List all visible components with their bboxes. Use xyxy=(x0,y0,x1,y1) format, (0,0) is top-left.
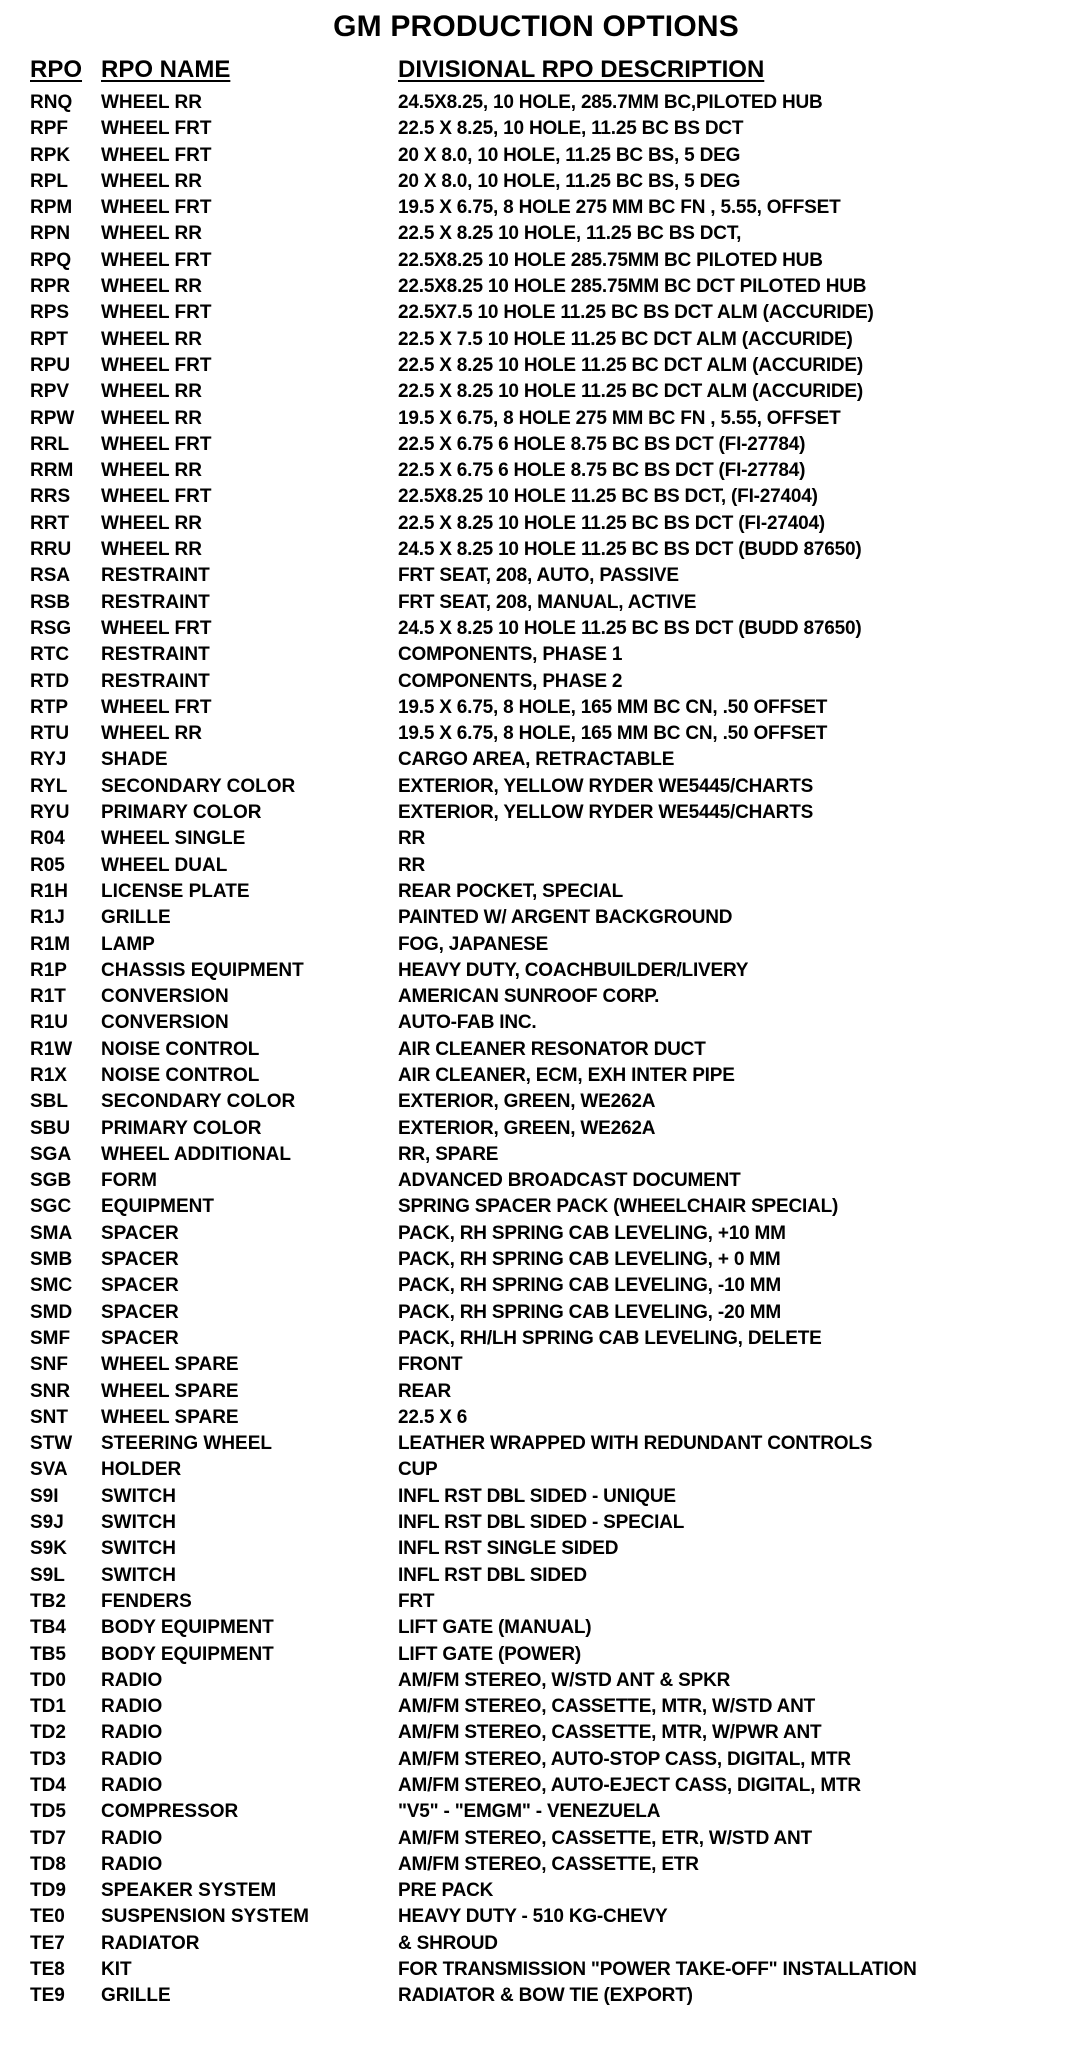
rpo-description: AIR CLEANER, ECM, EXH INTER PIPE xyxy=(398,1064,735,1086)
rpo-name: RADIO xyxy=(101,1775,163,1796)
rpo-code: RYL xyxy=(30,775,68,797)
rpo-code: TE9 xyxy=(30,1985,65,2007)
rpo-code: RPF xyxy=(30,118,68,140)
table-row xyxy=(0,116,1072,142)
table-row xyxy=(0,169,1072,195)
rpo-description: 22.5 X 7.5 10 HOLE 11.25 BC DCT ALM (ACCURIDE) xyxy=(398,328,853,350)
rpo-code: SMB xyxy=(30,1249,73,1271)
rpo-description: FRT SEAT, 208, AUTO, PASSIVE xyxy=(398,565,679,587)
rpo-name: SPACER xyxy=(101,1327,179,1349)
table-row xyxy=(0,1063,1072,1089)
rpo-description: 22.5 X 6.75 6 HOLE 8.75 BC BS DCT (FI-27784) xyxy=(398,460,806,482)
table-row xyxy=(0,1747,1072,1773)
rpo-description: INFL RST DBL SIDED - UNIQUE xyxy=(398,1485,676,1507)
rpo-description: FOG, JAPANESE xyxy=(398,933,549,955)
rpo-name: SWITCH xyxy=(101,1512,176,1534)
table-row xyxy=(0,1300,1072,1326)
rpo-description: REAR POCKET, SPECIAL xyxy=(398,880,624,902)
rpo-name: RESTRAINT xyxy=(101,565,210,587)
rpo-code: RSG xyxy=(30,617,72,639)
rpo-description: 22.5 X 8.25 10 HOLE 11.25 BC DCT ALM (ACCURIDE) xyxy=(398,381,864,403)
rpo-name: SPACER xyxy=(101,1275,179,1297)
rpo-description: 22.5X7.5 10 HOLE 11.25 BC BS DCT ALM (ACCURIDE) xyxy=(398,302,874,324)
table-row xyxy=(0,721,1072,747)
table-row xyxy=(0,642,1072,668)
table-row xyxy=(0,221,1072,247)
table-row xyxy=(0,1273,1072,1299)
rpo-name: GRILLE xyxy=(101,907,171,929)
rpo-description: 22.5X8.25 10 HOLE 285.75MM BC PILOTED HUB xyxy=(398,249,823,271)
rpo-code: RRM xyxy=(30,460,74,482)
rpo-description: PACK, RH SPRING CAB LEVELING, +10 MM xyxy=(398,1222,786,1244)
rpo-name: RESTRAINT xyxy=(101,670,210,692)
rpo-name: SPACER xyxy=(101,1222,179,1244)
rpo-name: FENDERS xyxy=(101,1590,192,1612)
table-row xyxy=(0,1431,1072,1457)
rpo-name: WHEEL FRT xyxy=(101,144,212,166)
rpo-description: AMERICAN SUNROOF CORP. xyxy=(398,986,660,1008)
table-row xyxy=(0,1142,1072,1168)
rpo-description: 20 X 8.0, 10 HOLE, 11.25 BC BS, 5 DEG xyxy=(398,170,741,192)
rpo-code: RRT xyxy=(30,512,70,534)
rpo-description: LEATHER WRAPPED WITH REDUNDANT CONTROLS xyxy=(398,1433,873,1455)
rpo-name: WHEEL SPARE xyxy=(101,1380,239,1402)
rpo-code: R1H xyxy=(30,880,69,902)
rpo-description: CARGO AREA, RETRACTABLE xyxy=(398,749,675,771)
table-row xyxy=(0,484,1072,510)
table-row xyxy=(0,1615,1072,1641)
table-row xyxy=(0,1878,1072,1904)
table-row xyxy=(0,195,1072,221)
table-row xyxy=(0,1773,1072,1799)
table-row xyxy=(0,1720,1072,1746)
rpo-name: WHEEL RR xyxy=(101,460,202,482)
table-row xyxy=(0,1194,1072,1220)
options-table xyxy=(0,90,1072,2010)
table-row xyxy=(0,248,1072,274)
rpo-description: 22.5X8.25 10 HOLE 285.75MM BC DCT PILOTED HUB xyxy=(398,276,867,298)
table-row xyxy=(0,1668,1072,1694)
rpo-name: PRIMARY COLOR xyxy=(101,802,262,824)
rpo-description: LIFT GATE (MANUAL) xyxy=(398,1617,592,1639)
rpo-code: SGC xyxy=(30,1196,72,1218)
rpo-code: TD3 xyxy=(30,1748,66,1770)
table-row xyxy=(0,1010,1072,1036)
rpo-name: WHEEL RR xyxy=(101,223,202,245)
table-row xyxy=(0,1221,1072,1247)
table-row xyxy=(0,800,1072,826)
rpo-description: AM/FM STEREO, CASSETTE, ETR, W/STD ANT xyxy=(398,1827,812,1849)
rpo-code: R1U xyxy=(30,1012,69,1034)
rpo-code: SBU xyxy=(30,1117,71,1139)
rpo-name: WHEEL RR xyxy=(101,170,202,192)
rpo-name: RADIO xyxy=(101,1669,163,1691)
rpo-name: WHEEL FRT xyxy=(101,696,212,718)
rpo-description: HEAVY DUTY, COACHBUILDER/LIVERY xyxy=(398,959,749,981)
rpo-code: RTP xyxy=(30,696,68,718)
table-row xyxy=(0,1405,1072,1431)
table-row xyxy=(0,1931,1072,1957)
rpo-code: R05 xyxy=(30,854,65,876)
rpo-description: "V5" - "EMGM" - VENEZUELA xyxy=(398,1801,661,1823)
rpo-name: WHEEL RR xyxy=(101,92,202,113)
rpo-name: WHEEL RR xyxy=(101,539,202,561)
rpo-description: RR xyxy=(398,854,426,876)
table-row xyxy=(0,1484,1072,1510)
table-row xyxy=(0,1799,1072,1825)
rpo-name: FORM xyxy=(101,1170,157,1192)
rpo-name: WHEEL FRT xyxy=(101,249,212,271)
rpo-description: 24.5X8.25, 10 HOLE, 285.7MM BC,PILOTED HUB xyxy=(398,92,823,113)
rpo-code: S9I xyxy=(30,1485,59,1507)
rpo-name: WHEEL RR xyxy=(101,723,202,745)
rpo-code: SMA xyxy=(30,1222,73,1244)
table-row xyxy=(0,905,1072,931)
rpo-description: 22.5 X 8.25 10 HOLE, 11.25 BC BS DCT, xyxy=(398,223,742,245)
table-row xyxy=(0,932,1072,958)
rpo-code: RRL xyxy=(30,433,70,455)
rpo-code: SGA xyxy=(30,1143,72,1165)
rpo-name: SECONDARY COLOR xyxy=(101,1091,296,1113)
rpo-description: AM/FM STEREO, CASSETTE, MTR, W/STD ANT xyxy=(398,1696,816,1718)
rpo-code: RNQ xyxy=(30,92,73,113)
column-header-description: DIVISIONAL RPO DESCRIPTION xyxy=(398,56,765,83)
table-row xyxy=(0,1852,1072,1878)
rpo-code: SBL xyxy=(30,1091,68,1113)
rpo-name: RADIO xyxy=(101,1722,163,1744)
rpo-description: 19.5 X 6.75, 8 HOLE 275 MM BC FN , 5.55, OFFSET xyxy=(398,407,841,429)
table-row xyxy=(0,1563,1072,1589)
table-row xyxy=(0,616,1072,642)
rpo-description: SPRING SPACER PACK (WHEELCHAIR SPECIAL) xyxy=(398,1196,839,1218)
rpo-name: NOISE CONTROL xyxy=(101,1038,260,1060)
rpo-name: WHEEL FRT xyxy=(101,302,212,324)
table-row xyxy=(0,327,1072,353)
rpo-name: EQUIPMENT xyxy=(101,1196,214,1218)
page-title: GM PRODUCTION OPTIONS xyxy=(333,10,739,43)
rpo-name: WHEEL RR xyxy=(101,276,202,298)
rpo-name: WHEEL RR xyxy=(101,407,202,429)
table-row xyxy=(0,1904,1072,1930)
rpo-description: 24.5 X 8.25 10 HOLE 11.25 BC BS DCT (BUDD 87650) xyxy=(398,617,862,639)
rpo-code: RPL xyxy=(30,170,68,192)
table-row xyxy=(0,1168,1072,1194)
table-row xyxy=(0,563,1072,589)
rpo-code: TD4 xyxy=(30,1775,66,1796)
rpo-name: SECONDARY COLOR xyxy=(101,775,296,797)
table-row xyxy=(0,1457,1072,1483)
rpo-description: INFL RST SINGLE SIDED xyxy=(398,1538,619,1560)
rpo-description: AM/FM STEREO, CASSETTE, ETR xyxy=(398,1853,699,1875)
table-row xyxy=(0,406,1072,432)
rpo-description: PACK, RH SPRING CAB LEVELING, + 0 MM xyxy=(398,1249,781,1271)
rpo-code: SNF xyxy=(30,1354,68,1376)
rpo-description: PACK, RH SPRING CAB LEVELING, -20 MM xyxy=(398,1301,782,1323)
rpo-code: RYJ xyxy=(30,749,67,771)
rpo-code: S9J xyxy=(30,1512,64,1534)
rpo-name: WHEEL FRT xyxy=(101,433,212,455)
rpo-name: STEERING WHEEL xyxy=(101,1433,273,1455)
rpo-description: 19.5 X 6.75, 8 HOLE, 165 MM BC CN, .50 OFFSET xyxy=(398,696,828,718)
rpo-description: AM/FM STEREO, CASSETTE, MTR, W/PWR ANT xyxy=(398,1722,822,1744)
rpo-description: AIR CLEANER RESONATOR DUCT xyxy=(398,1038,706,1060)
table-row xyxy=(0,774,1072,800)
table-row xyxy=(0,143,1072,169)
rpo-description: PACK, RH/LH SPRING CAB LEVELING, DELETE xyxy=(398,1327,822,1349)
rpo-name: LAMP xyxy=(101,933,155,955)
rpo-code: TE8 xyxy=(30,1959,65,1981)
rpo-code: RTC xyxy=(30,644,70,666)
rpo-description: COMPONENTS, PHASE 1 xyxy=(398,644,623,666)
table-row xyxy=(0,853,1072,879)
rpo-description: 24.5 X 8.25 10 HOLE 11.25 BC BS DCT (BUDD 87650) xyxy=(398,539,862,561)
table-row xyxy=(0,984,1072,1010)
rpo-name: BODY EQUIPMENT xyxy=(101,1643,274,1665)
rpo-code: RPK xyxy=(30,144,71,166)
rpo-code: SMC xyxy=(30,1275,73,1297)
table-row xyxy=(0,695,1072,721)
rpo-name: RADIO xyxy=(101,1748,163,1770)
rpo-description: 20 X 8.0, 10 HOLE, 11.25 BC BS, 5 DEG xyxy=(398,144,741,166)
rpo-description: 22.5 X 6.75 6 HOLE 8.75 BC BS DCT (FI-27784) xyxy=(398,433,806,455)
rpo-code: S9K xyxy=(30,1538,67,1560)
rpo-name: LICENSE PLATE xyxy=(101,880,250,902)
rpo-code: RPN xyxy=(30,223,71,245)
rpo-name: SUSPENSION SYSTEM xyxy=(101,1906,309,1928)
rpo-code: SMD xyxy=(30,1301,73,1323)
table-row xyxy=(0,379,1072,405)
rpo-description: REAR xyxy=(398,1380,452,1402)
rpo-code: RSB xyxy=(30,591,71,613)
rpo-name: WHEEL RR xyxy=(101,512,202,534)
column-header-rpo: RPO xyxy=(30,56,83,83)
table-row xyxy=(0,1089,1072,1115)
rpo-name: CONVERSION xyxy=(101,1012,229,1034)
rpo-name: WHEEL SPARE xyxy=(101,1354,239,1376)
table-row xyxy=(0,90,1072,116)
rpo-description: & SHROUD xyxy=(398,1932,498,1954)
table-row xyxy=(0,353,1072,379)
rpo-description: PACK, RH SPRING CAB LEVELING, -10 MM xyxy=(398,1275,782,1297)
table-row xyxy=(0,1326,1072,1352)
rpo-code: RPR xyxy=(30,276,71,298)
rpo-name: SPACER xyxy=(101,1301,179,1323)
rpo-name: RADIO xyxy=(101,1696,163,1718)
rpo-description: EXTERIOR, YELLOW RYDER WE5445/CHARTS xyxy=(398,775,814,797)
rpo-name: WHEEL DUAL xyxy=(101,854,228,876)
rpo-code: R1T xyxy=(30,986,66,1008)
rpo-name: PRIMARY COLOR xyxy=(101,1117,262,1139)
rpo-description: 19.5 X 6.75, 8 HOLE 275 MM BC FN , 5.55, OFFSET xyxy=(398,197,841,219)
rpo-code: SVA xyxy=(30,1459,68,1481)
rpo-description: AM/FM STEREO, AUTO-STOP CASS, DIGITAL, MTR xyxy=(398,1748,851,1770)
table-row xyxy=(0,1247,1072,1273)
rpo-name: WHEEL ADDITIONAL xyxy=(101,1143,291,1165)
rpo-code: TE7 xyxy=(30,1932,65,1954)
rpo-description: COMPONENTS, PHASE 2 xyxy=(398,670,623,692)
table-row xyxy=(0,1037,1072,1063)
rpo-description: RR, SPARE xyxy=(398,1143,499,1165)
rpo-name: WHEEL FRT xyxy=(101,118,212,140)
rpo-description: AM/FM STEREO, W/STD ANT & SPKR xyxy=(398,1669,731,1691)
rpo-description: RADIATOR & BOW TIE (EXPORT) xyxy=(398,1985,693,2007)
rpo-name: WHEEL FRT xyxy=(101,197,212,219)
rpo-code: RPW xyxy=(30,407,75,429)
rpo-code: TD5 xyxy=(30,1801,66,1823)
rpo-description: INFL RST DBL SIDED xyxy=(398,1564,587,1586)
rpo-name: WHEEL FRT xyxy=(101,617,212,639)
rpo-name: WHEEL FRT xyxy=(101,486,212,508)
rpo-name: WHEEL FRT xyxy=(101,354,212,376)
table-row xyxy=(0,826,1072,852)
rpo-code: SMF xyxy=(30,1327,71,1349)
rpo-name: WHEEL SINGLE xyxy=(101,828,246,850)
table-row xyxy=(0,300,1072,326)
rpo-description: 22.5 X 6 xyxy=(398,1406,468,1428)
rpo-code: R1W xyxy=(30,1038,73,1060)
rpo-code: TD9 xyxy=(30,1880,66,1902)
rpo-code: TB4 xyxy=(30,1617,66,1639)
rpo-name: BODY EQUIPMENT xyxy=(101,1617,274,1639)
rpo-description: 22.5X8.25 10 HOLE 11.25 BC BS DCT, (FI-27404) xyxy=(398,486,818,508)
rpo-name: WHEEL RR xyxy=(101,328,202,350)
rpo-name: CONVERSION xyxy=(101,986,229,1008)
rpo-description: 19.5 X 6.75, 8 HOLE, 165 MM BC CN, .50 OFFSET xyxy=(398,723,828,745)
rpo-code: R04 xyxy=(30,828,65,850)
rpo-description: FOR TRANSMISSION "POWER TAKE-OFF" INSTALLATION xyxy=(398,1959,917,1981)
table-row xyxy=(0,1352,1072,1378)
rpo-description: FRONT xyxy=(398,1354,463,1376)
rpo-code: TD2 xyxy=(30,1722,66,1744)
rpo-name: RADIATOR xyxy=(101,1932,200,1954)
rpo-description: AM/FM STEREO, AUTO-EJECT CASS, DIGITAL, MTR xyxy=(398,1775,861,1796)
rpo-name: WHEEL RR xyxy=(101,381,202,403)
table-row xyxy=(0,537,1072,563)
rpo-code: SNR xyxy=(30,1380,71,1402)
rpo-description: 22.5 X 8.25 10 HOLE 11.25 BC BS DCT (FI-27404) xyxy=(398,512,825,534)
rpo-name: COMPRESSOR xyxy=(101,1801,239,1823)
rpo-code: TB2 xyxy=(30,1590,66,1612)
rpo-description: EXTERIOR, GREEN, WE262A xyxy=(398,1117,656,1139)
table-row xyxy=(0,1642,1072,1668)
rpo-code: RPQ xyxy=(30,249,72,271)
table-row xyxy=(0,590,1072,616)
rpo-code: RSA xyxy=(30,565,71,587)
rpo-description: RR xyxy=(398,828,426,850)
rpo-code: RPT xyxy=(30,328,68,350)
rpo-name: NOISE CONTROL xyxy=(101,1064,260,1086)
rpo-code: RRS xyxy=(30,486,71,508)
rpo-code: TD0 xyxy=(30,1669,66,1691)
table-row xyxy=(0,1589,1072,1615)
table-row xyxy=(0,432,1072,458)
rpo-code: RPU xyxy=(30,354,71,376)
rpo-name: RADIO xyxy=(101,1853,163,1875)
rpo-code: SGB xyxy=(30,1170,72,1192)
rpo-name: RADIO xyxy=(101,1827,163,1849)
rpo-code: R1X xyxy=(30,1064,67,1086)
table-row xyxy=(0,747,1072,773)
rpo-code: RTU xyxy=(30,723,70,745)
rpo-description: LIFT GATE (POWER) xyxy=(398,1643,582,1665)
rpo-name: RESTRAINT xyxy=(101,644,210,666)
rpo-code: STW xyxy=(30,1433,73,1455)
table-row xyxy=(0,1694,1072,1720)
table-row xyxy=(0,879,1072,905)
rpo-name: HOLDER xyxy=(101,1459,182,1481)
rpo-description: FRT SEAT, 208, MANUAL, ACTIVE xyxy=(398,591,697,613)
rpo-description: EXTERIOR, GREEN, WE262A xyxy=(398,1091,656,1113)
rpo-description: AUTO-FAB INC. xyxy=(398,1012,537,1034)
rpo-code: RPV xyxy=(30,381,70,403)
rpo-code: RRU xyxy=(30,539,72,561)
rpo-description: PRE PACK xyxy=(398,1880,494,1902)
table-row xyxy=(0,1116,1072,1142)
rpo-code: R1P xyxy=(30,959,67,981)
rpo-name: RESTRAINT xyxy=(101,591,210,613)
rpo-description: FRT xyxy=(398,1590,435,1612)
rpo-name: KIT xyxy=(101,1959,132,1981)
rpo-description: ADVANCED BROADCAST DOCUMENT xyxy=(398,1170,741,1192)
rpo-code: SNT xyxy=(30,1406,68,1428)
table-row xyxy=(0,1983,1072,2009)
rpo-code: TD7 xyxy=(30,1827,66,1849)
table-row xyxy=(0,1826,1072,1852)
table-row xyxy=(0,1379,1072,1405)
rpo-description: CUP xyxy=(398,1459,438,1481)
rpo-code: R1J xyxy=(30,907,65,929)
rpo-name: WHEEL SPARE xyxy=(101,1406,239,1428)
rpo-name: SPACER xyxy=(101,1249,179,1271)
rpo-name: GRILLE xyxy=(101,1985,171,2007)
rpo-name: SPEAKER SYSTEM xyxy=(101,1880,277,1902)
rpo-code: S9L xyxy=(30,1564,65,1586)
table-row xyxy=(0,669,1072,695)
rpo-code: TD1 xyxy=(30,1696,66,1718)
rpo-code: RPS xyxy=(30,302,70,324)
rpo-code: RPM xyxy=(30,197,73,219)
rpo-description: 22.5 X 8.25 10 HOLE 11.25 BC DCT ALM (ACCURIDE) xyxy=(398,354,864,376)
table-row xyxy=(0,511,1072,537)
rpo-name: SWITCH xyxy=(101,1485,176,1507)
rpo-name: SWITCH xyxy=(101,1564,176,1586)
rpo-code: R1M xyxy=(30,933,71,955)
table-row xyxy=(0,274,1072,300)
table-row xyxy=(0,1536,1072,1562)
table-row xyxy=(0,458,1072,484)
rpo-name: CHASSIS EQUIPMENT xyxy=(101,959,304,981)
rpo-name: SWITCH xyxy=(101,1538,176,1560)
column-header-rpo-name: RPO NAME xyxy=(101,56,231,83)
rpo-description: 22.5 X 8.25, 10 HOLE, 11.25 BC BS DCT xyxy=(398,118,744,140)
rpo-name: SHADE xyxy=(101,749,168,771)
rpo-description: INFL RST DBL SIDED - SPECIAL xyxy=(398,1512,685,1534)
rpo-code: TE0 xyxy=(30,1906,65,1928)
table-row xyxy=(0,958,1072,984)
table-row xyxy=(0,1957,1072,1983)
rpo-code: RTD xyxy=(30,670,70,692)
rpo-code: RYU xyxy=(30,802,70,824)
table-row xyxy=(0,1510,1072,1536)
rpo-description: HEAVY DUTY - 510 KG-CHEVY xyxy=(398,1906,668,1928)
rpo-code: TB5 xyxy=(30,1643,66,1665)
rpo-description: EXTERIOR, YELLOW RYDER WE5445/CHARTS xyxy=(398,802,814,824)
rpo-code: TD8 xyxy=(30,1853,66,1875)
rpo-description: PAINTED W/ ARGENT BACKGROUND xyxy=(398,907,733,929)
